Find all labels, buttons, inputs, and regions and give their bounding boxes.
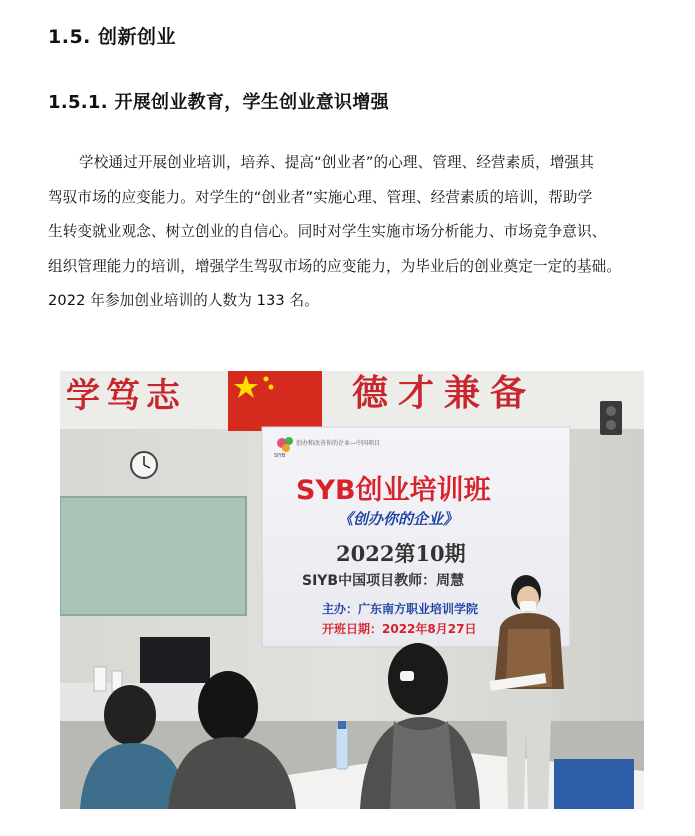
flag-star-icon	[264, 377, 269, 382]
presenter-pants	[506, 689, 552, 809]
section-heading: 1.5. 创新创业	[48, 26, 176, 48]
paragraph-line: 生转变就业观念、树立创业的自信心。同时对学生实施市场分析能力、市场竞争意识、	[48, 223, 607, 240]
student-head	[198, 671, 258, 743]
classroom-illustration	[60, 371, 644, 809]
slide-teacher: SIYB中国项目教师：周慧	[302, 573, 465, 589]
chair	[554, 759, 634, 809]
body-paragraph	[48, 150, 664, 323]
student-head	[104, 685, 156, 745]
slide-host: 主办：广东南方职业培训学院	[322, 602, 479, 616]
paragraph-line: 学校通过开展创业培训，培养、提高“创业者”的心理、管理、经营素质，增强其	[79, 154, 594, 171]
whiteboard	[60, 497, 246, 615]
slide-title: SYB创业培训班	[296, 475, 491, 506]
student-head	[388, 643, 448, 715]
classroom-photo	[60, 371, 644, 809]
paragraph-line: 驾驭市场的应变能力。对学生的“创业者”实施心理、管理、经营素质的培训，帮助学	[48, 188, 593, 206]
wall-slogan-right: 德才兼备	[352, 372, 537, 414]
slide-session: 2022第10期	[336, 541, 466, 566]
slide-logo-text: SIYB	[274, 453, 286, 459]
flag	[228, 371, 322, 431]
slide-subtitle: 《创办你的企业》	[338, 510, 459, 528]
slide-top-note: 创办和改善你的企业—中国项目	[296, 440, 381, 447]
paragraph-line: 组织管理能力的培训，增强学生驾驭市场的应变能力，为毕业后的创业奠定一定的基础。	[48, 257, 622, 275]
paragraph-line: 2022 年参加创业培训的人数为 133 名。	[48, 292, 319, 309]
subsection-heading: 1.5.1. 开展创业教育，学生创业意识增强	[48, 92, 389, 113]
flag-star-icon	[269, 385, 274, 390]
water-bottle	[336, 727, 348, 769]
monitor	[140, 637, 210, 689]
wall-slogan-left: 学笃志	[66, 376, 186, 416]
slide-start-date: 开班日期：2022年8月27日	[322, 622, 477, 636]
